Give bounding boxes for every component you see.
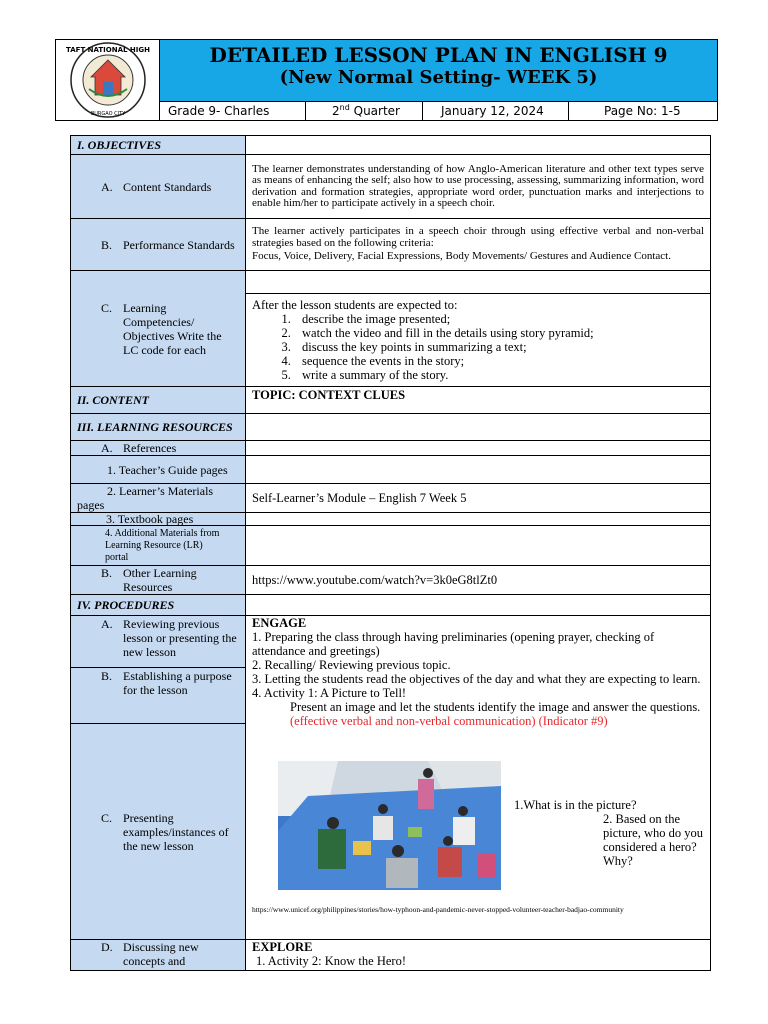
references-label: References <box>123 441 177 455</box>
additional-materials-label: 4. Additional Materials from Learning Resource (LR) portal <box>105 527 220 563</box>
engage-heading: ENGAGE <box>252 616 307 630</box>
procedure-a-label: Reviewing previous lesson or presenting the new lesson <box>123 617 237 659</box>
title-line-1: DETAILED LESSON PLAN IN ENGLISH 9 <box>209 43 668 67</box>
objectives-heading: I. OBJECTIVES <box>77 137 162 152</box>
learners-materials-row <box>71 484 711 513</box>
content-heading: II. CONTENT <box>77 392 150 407</box>
procedure-b-label: Establishing a purpose for the lesson <box>123 669 232 697</box>
competencies-row <box>71 271 711 387</box>
question-1: 1.What is in the picture? <box>514 798 637 812</box>
grade-cell: Grade 9- Charles <box>159 101 306 121</box>
competency-item: 4. sequence the events in the story; <box>294 354 710 368</box>
competencies-intro: After the lesson students are expected to: <box>252 298 458 312</box>
svg-text:TAFT NATIONAL HIGH: TAFT NATIONAL HIGH <box>65 46 150 54</box>
engage-item-4: 4. Activity 1: A Picture to Tell! <box>252 686 407 700</box>
lesson-plan-header <box>55 39 718 121</box>
competencies-list <box>246 312 710 382</box>
resources-heading-row <box>71 414 711 441</box>
classroom-photo <box>278 761 501 890</box>
procedure-d-label: Discussing new concepts and <box>123 940 199 968</box>
teachers-guide-row <box>71 456 711 484</box>
procedure-a-letter: A. <box>101 617 113 631</box>
competency-item: 5. write a summary of the story. <box>294 368 710 382</box>
teachers-guide-label: 1. Teacher’s Guide pages <box>107 462 228 477</box>
document-title <box>159 39 718 102</box>
textbook-label: 3. Textbook pages <box>106 512 194 526</box>
indicator-text: (effective verbal and non-verbal communication) (Indicator #9) <box>290 714 608 728</box>
resources-heading: III. LEARNING RESOURCES <box>77 420 233 434</box>
question-2: 2. Based on the picture, who do you considered a hero? Why? <box>603 812 703 868</box>
quarter-suffix: nd <box>339 103 350 112</box>
content-row <box>71 387 711 414</box>
image-source-link[interactable]: https://www.unicef.org/philippines/stories/how-typhoon-and-pandemic-never-stopped-volunteer-teacher-badjao-community <box>252 905 624 914</box>
procedures-heading-row <box>71 595 711 616</box>
youtube-link[interactable]: https://www.youtube.com/watch?v=3k0eG8tlZt0 <box>252 572 498 587</box>
references-letter: A. <box>101 441 113 455</box>
school-logo <box>55 39 160 121</box>
topic-text: TOPIC: CONTEXT CLUES <box>252 388 406 402</box>
svg-text:BURGAO CITY: BURGAO CITY <box>90 111 125 117</box>
procedure-c-label: Presenting examples/instances of the new lesson <box>123 810 229 853</box>
activity-instructions: Present an image and let the students identify the image and answer the questions. <box>290 700 701 714</box>
objectives-heading-row <box>71 136 711 155</box>
other-resources-label: Other Learning Resources <box>123 566 197 594</box>
page-number-cell: Page No: 1-5 <box>568 101 718 121</box>
performance-standards-row <box>71 219 711 271</box>
competency-item: 1. describe the image presented; <box>294 312 710 326</box>
performance-standards-text: The learner actively participates in a speech choir through using effective verbal and non-verbal strategies based on the following criteria: <box>252 225 704 249</box>
competency-item: 3. discuss the key points in summarizing a text; <box>294 340 710 354</box>
performance-standards-label: Performance Standards <box>123 237 235 252</box>
date-cell: January 12, 2024 <box>422 101 569 121</box>
engage-item-1: 1. Preparing the class through having preliminaries (opening prayer, checking of attendance and greetings) <box>252 630 655 658</box>
competency-item: 2. watch the video and fill in the details using story pyramid; <box>294 326 710 340</box>
references-row <box>71 441 711 456</box>
engage-item-3: 3. Letting the students read the objectives of the day and what they are expecting to learn. <box>252 672 701 686</box>
other-resources-row <box>71 566 711 595</box>
content-standards-row <box>71 155 711 219</box>
other-resources-letter: B. <box>101 566 113 580</box>
textbook-row <box>71 513 711 526</box>
procedures-heading: IV. PROCEDURES <box>77 597 175 612</box>
explore-heading: EXPLORE <box>252 940 313 954</box>
quarter-cell <box>305 101 423 121</box>
engage-item-2: 2. Recalling/ Reviewing previous topic. <box>252 658 451 672</box>
title-line-2: (New Normal Setting- WEEK 5) <box>279 67 598 88</box>
content-standards-label: Content Standards <box>123 179 212 194</box>
content-standards-letter: A. <box>101 179 113 194</box>
procedure-c-letter: C. <box>101 810 113 825</box>
performance-standards-criteria: Focus, Voice, Delivery, Facial Expressions, Body Movements/ Gestures and Audience Contact. <box>252 250 671 263</box>
additional-materials-row <box>71 526 711 566</box>
competencies-letter: C. <box>101 300 113 315</box>
learners-materials-value: Self-Learner’s Module – English 7 Week 5 <box>252 490 467 505</box>
quarter-number: 2 <box>332 104 340 118</box>
quarter-word: Quarter <box>353 104 400 118</box>
competencies-label: Learning Competencies/ Objectives Write the LC code for each <box>123 300 222 357</box>
explore-item-1: 1. Activity 2: Know the Hero! <box>256 954 406 968</box>
procedure-d-letter: D. <box>101 940 113 954</box>
performance-standards-letter: B. <box>101 237 113 252</box>
content-standards-text: The learner demonstrates understanding of how Anglo-American literature and other text types serve as means of enhancing the self; also how to use processing, assessing, summarizing information, word derivation and formation strategies, appropriate word order, punctuation marks and interjections to enable him/her to participate actively in a speech choir. <box>252 162 704 209</box>
procedure-b-letter: B. <box>101 669 113 683</box>
learners-materials-label: 2. Learner’s Materials pages <box>77 484 214 512</box>
